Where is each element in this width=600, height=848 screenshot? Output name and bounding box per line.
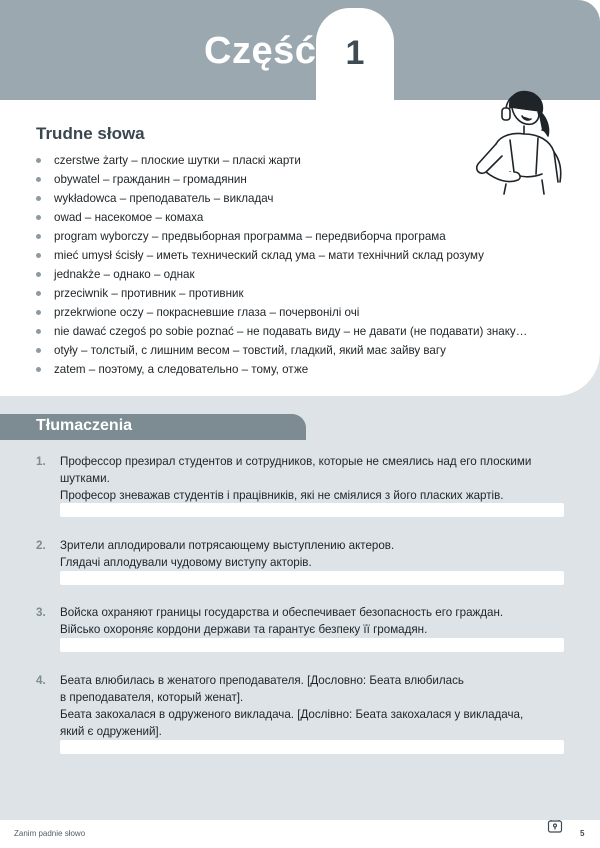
vocabulary-item [36,284,527,303]
exercise-number: 1. [36,455,46,468]
exercise-text [60,453,564,504]
exercise-1 [36,453,564,519]
vocabulary-item [36,303,527,322]
chapter-number: 1 [345,34,365,72]
vocabulary-item-text: obywatel – гражданин – громадянин [54,173,247,186]
bullet-icon [36,177,41,182]
vocabulary-item-text: owad – насекомое – комаха [54,211,204,224]
bullet-icon [36,158,41,163]
exercise-4 [36,672,564,756]
vocabulary-item [36,189,527,208]
exercise-line: Беата закохалася в одруженого викладача. [Дослівно: Беата закохалася у викладача, [60,708,524,721]
vocabulary-item [36,170,527,189]
exercise-line: Профессор презирал студентов и сотрудников, которые не смеялись над его плоскими [60,455,532,468]
bullet-icon [36,234,41,239]
exercise-line: Войска охраняют границы государства и обеспечивает безопасность его граждан. [60,606,504,619]
header-band [0,0,600,100]
vocabulary-item-text: program wyborczy – предвыборная программа – передвиборча програма [54,230,446,243]
exercise-line: Беата влюбилась в женатого преподавателя. [Дословно: Беата влюбилась [60,674,464,687]
vocabulary-item-text: przeciwnik – противник – противник [54,287,244,300]
vocabulary-item [36,341,527,360]
bullet-icon [36,291,41,296]
vocabulary-item-text: mieć umysł ścisły – иметь технический склад ума – мати технічний склад розуму [54,249,484,262]
exercise-text [60,672,564,740]
chapter-number-tab [316,8,394,104]
laughing-person-illustration [466,86,566,196]
exercise-line: Зрители аплодировали потрясающему выступлению актеров. [60,539,395,552]
vocabulary-item [36,227,527,246]
exercise-3 [36,604,564,654]
exercise-number: 4. [36,674,46,687]
vocabulary-item [36,360,527,379]
bullet-icon [36,310,41,315]
exercise-line: який є одружений]. [60,725,162,738]
exercise-number: 2. [36,539,46,552]
vocabulary-item-text: otyły – толстый, с лишним весом – товстий, гладкий, який має зайву вагу [54,344,446,357]
answer-field[interactable] [60,503,564,517]
vocabulary-item-text: zatem – поэтому, а следовательно – тому, отже [54,363,309,376]
exercise-2 [36,537,564,587]
bullet-icon [36,196,41,201]
exercise-line: Професор зневажав студентів і працівників, які не сміялися з його пласких жартів. [60,489,504,502]
vocabulary-item-text: nie dawać czegoś po sobie poznać – не подавать виду – не давати (не подавати) знаку… [54,325,528,338]
translations-section-tab [0,414,306,440]
vocabulary-item [36,246,527,265]
vocabulary-item-text: czerstwe żarty – плоские шутки – пласкі жарти [54,154,301,167]
bullet-icon [36,329,41,334]
bullet-icon [36,367,41,372]
exercise-line: Військо охороняє кордони держави та гарантує безпеку її громадян. [60,623,428,636]
vocabulary-item [36,265,527,284]
section-title: Tłumaczenia [36,417,133,434]
vocabulary-item [36,322,527,341]
page-number: 5 [580,829,585,838]
vocabulary-item [36,151,527,170]
exercise-line: шутками. [60,472,110,485]
bullet-icon [36,215,41,220]
bullet-icon [36,348,41,353]
book-title: Zanim padnie słowo [14,829,86,838]
exercise-number: 3. [36,606,46,619]
answer-field[interactable] [60,740,564,754]
exercise-text [60,604,564,638]
vocabulary-item [36,208,527,227]
answer-field[interactable] [60,571,564,585]
footer [0,820,600,848]
vocabulary-item-text: wykładowca – преподаватель – викладач [54,192,274,205]
vocabulary-item-text: przekrwione oczy – покрасневшие глаза – почервонілі очі [54,306,360,319]
answer-field[interactable] [60,638,564,652]
exercise-line: Глядачі аплодували чудовому виступу акторів. [60,556,312,569]
vocabulary-item-text: jednakże – однако – однак [54,268,195,281]
chapter-title: Część [204,30,317,72]
vocabulary-title: Trudne słowa [36,124,145,143]
exercise-line: в преподавателя, который женат]. [60,691,244,704]
vocabulary-list [36,151,527,379]
exercise-text [60,537,564,571]
bullet-icon [36,272,41,277]
bullet-icon [36,253,41,258]
